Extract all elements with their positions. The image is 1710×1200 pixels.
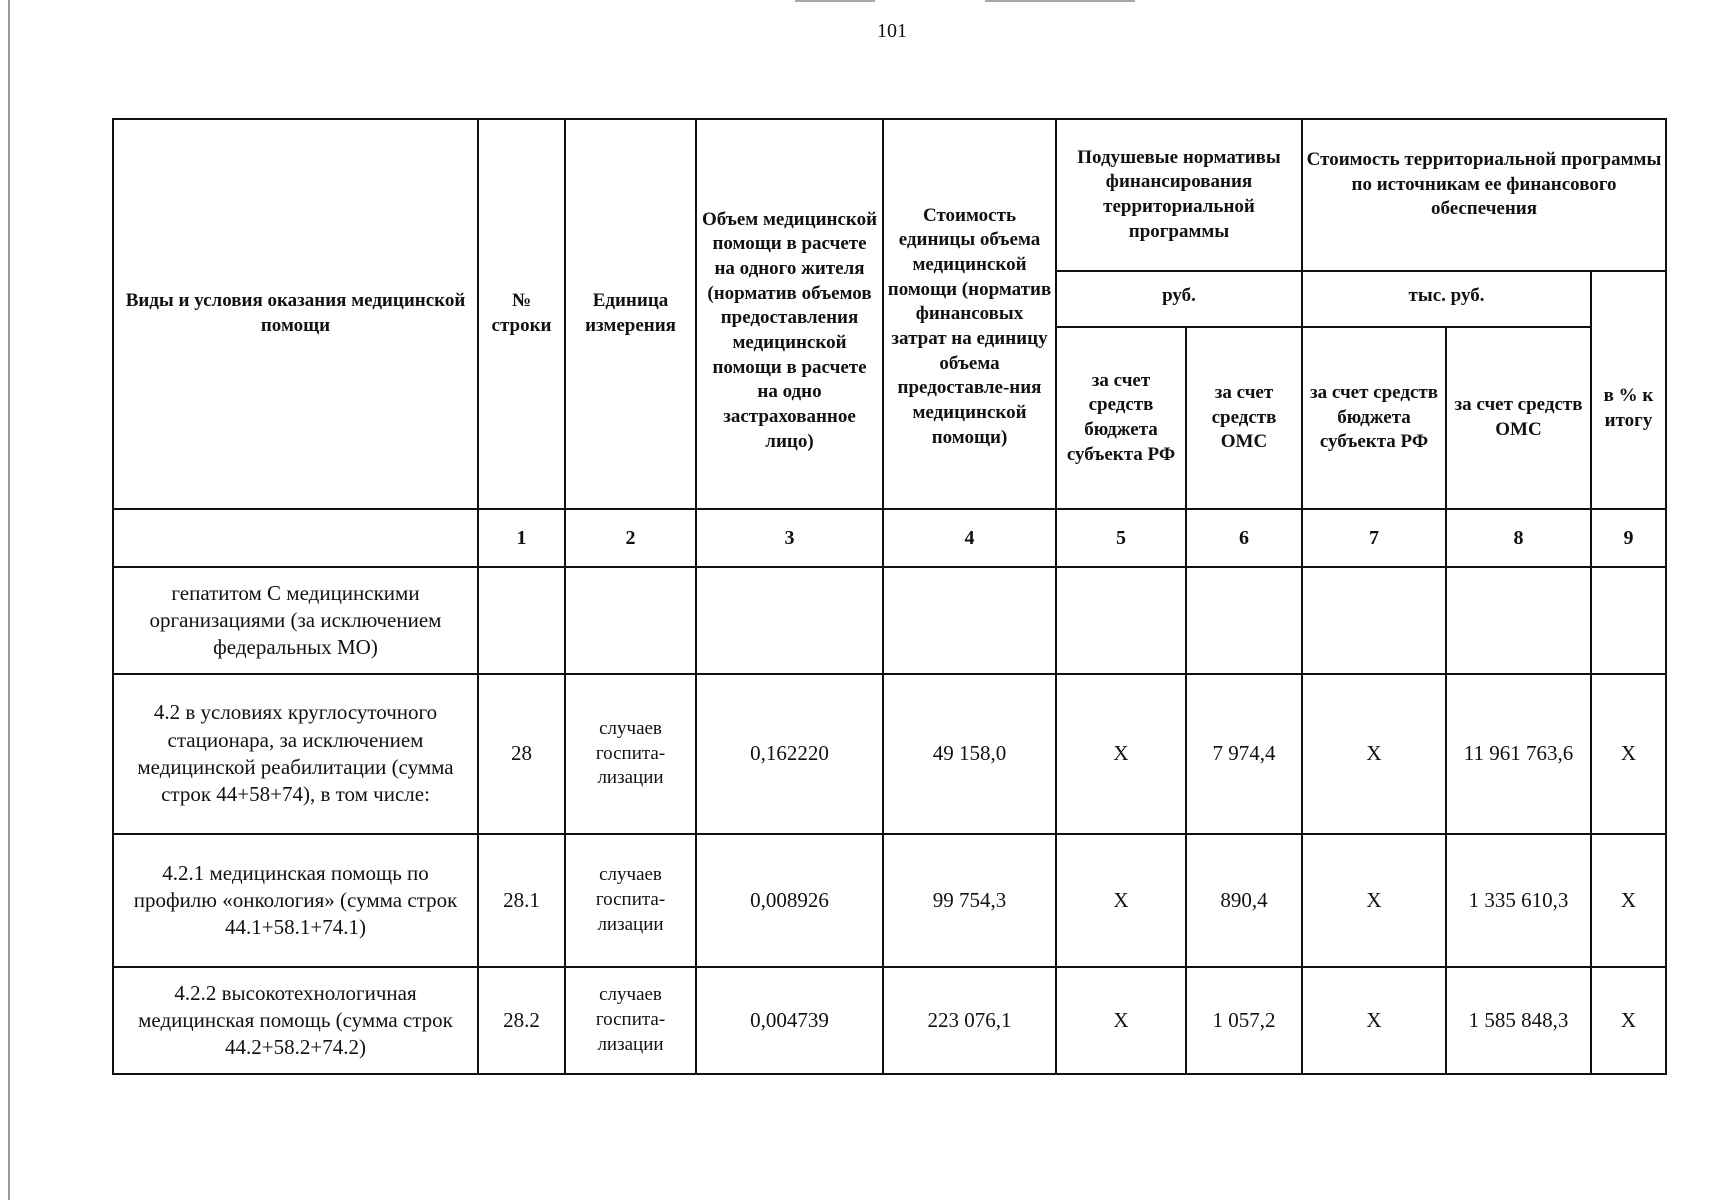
row-description: 4.2 в условиях круглосуточного стационара, за исключением медицинской реабилитации (сумма строк 44+58+74), в том числе: xyxy=(113,674,478,834)
row-unit: случаев госпита-лизации xyxy=(565,967,696,1074)
row-percent: X xyxy=(1591,674,1666,834)
row-oms-thousand xyxy=(1446,567,1591,674)
row-budget-thousand: X xyxy=(1302,674,1446,834)
row-budget-rub: X xyxy=(1056,674,1186,834)
row-number: 28 xyxy=(478,674,565,834)
column-number-cell: 2 xyxy=(565,509,696,567)
header-percent: в % к итогу xyxy=(1591,271,1666,509)
column-number-cell: 1 xyxy=(478,509,565,567)
row-volume: 0,004739 xyxy=(696,967,883,1074)
header-oms-rub: за счет средств ОМС xyxy=(1186,327,1302,509)
header-oms-thousand: за счет средств ОМС xyxy=(1446,327,1591,509)
row-description: 4.2.2 высокотехнологичная медицинская помощь (сумма строк 44.2+58.2+74.2) xyxy=(113,967,478,1074)
column-number-row xyxy=(113,509,1666,567)
header-unit: Единица измерения xyxy=(565,119,696,509)
row-description: 4.2.1 медицинская помощь по профилю «онкология» (сумма строк 44.1+58.1+74.1) xyxy=(113,834,478,967)
header-unit-rub: руб. xyxy=(1056,271,1302,327)
row-cost xyxy=(883,567,1056,674)
page-edge xyxy=(985,0,1135,2)
column-number-cell xyxy=(113,509,478,567)
financing-table xyxy=(112,118,1667,1075)
row-oms-thousand: 11 961 763,6 xyxy=(1446,674,1591,834)
header-cost: Стоимость единицы объема медицинской помощи (норматив финансовых затрат на единицу объема предоставле-ния медицинской помощи) xyxy=(883,119,1056,509)
row-number xyxy=(478,567,565,674)
row-percent: X xyxy=(1591,967,1666,1074)
row-percent: X xyxy=(1591,834,1666,967)
column-number-cell: 9 xyxy=(1591,509,1666,567)
table-row xyxy=(113,567,1666,674)
row-budget-rub xyxy=(1056,567,1186,674)
row-cost: 99 754,3 xyxy=(883,834,1056,967)
row-volume: 0,162220 xyxy=(696,674,883,834)
header-volume: Объем медицинской помощи в расчете на одного жителя (норматив объемов предоставления медицинской помощи в расчете на одно застрахованное лицо) xyxy=(696,119,883,509)
header-budget-thousand: за счет средств бюджета субъекта РФ xyxy=(1302,327,1446,509)
row-number: 28.1 xyxy=(478,834,565,967)
row-description: гепатитом С медицинскими организациями (за исключением федеральных МО) xyxy=(113,567,478,674)
column-number-cell: 8 xyxy=(1446,509,1591,567)
row-unit: случаев госпита-лизации xyxy=(565,674,696,834)
table-row xyxy=(113,967,1666,1074)
row-number: 28.2 xyxy=(478,967,565,1074)
row-oms-thousand: 1 585 848,3 xyxy=(1446,967,1591,1074)
header-budget-rub: за счет средств бюджета субъекта РФ xyxy=(1056,327,1186,509)
table-row xyxy=(113,834,1666,967)
row-volume: 0,008926 xyxy=(696,834,883,967)
row-percent xyxy=(1591,567,1666,674)
header-per-capita-group: Подушевые нормативы финансирования территориальной программы xyxy=(1056,119,1302,271)
column-number-cell: 3 xyxy=(696,509,883,567)
column-number-cell: 6 xyxy=(1186,509,1302,567)
page-number: 101 xyxy=(877,20,907,42)
header-type: Виды и условия оказания медицинской помощи xyxy=(113,119,478,509)
page-edge xyxy=(8,0,10,1200)
column-number-cell: 4 xyxy=(883,509,1056,567)
row-unit xyxy=(565,567,696,674)
row-oms-rub: 1 057,2 xyxy=(1186,967,1302,1074)
row-volume xyxy=(696,567,883,674)
row-budget-thousand: X xyxy=(1302,834,1446,967)
row-oms-rub: 890,4 xyxy=(1186,834,1302,967)
header-unit-thousand-rub: тыс. руб. xyxy=(1302,271,1591,327)
column-number-cell: 5 xyxy=(1056,509,1186,567)
row-oms-thousand: 1 335 610,3 xyxy=(1446,834,1591,967)
row-unit: случаев госпита-лизации xyxy=(565,834,696,967)
row-budget-thousand: X xyxy=(1302,967,1446,1074)
header-row xyxy=(113,119,1666,271)
row-budget-thousand xyxy=(1302,567,1446,674)
row-cost: 49 158,0 xyxy=(883,674,1056,834)
row-oms-rub: 7 974,4 xyxy=(1186,674,1302,834)
header-program-cost-group: Стоимость территориальной программы по источникам ее финансового обеспечения xyxy=(1302,119,1666,271)
row-cost: 223 076,1 xyxy=(883,967,1056,1074)
row-budget-rub: X xyxy=(1056,834,1186,967)
table-row xyxy=(113,674,1666,834)
column-number-cell: 7 xyxy=(1302,509,1446,567)
row-budget-rub: X xyxy=(1056,967,1186,1074)
row-oms-rub xyxy=(1186,567,1302,674)
header-row-number: № строки xyxy=(478,119,565,509)
page-edge xyxy=(795,0,875,2)
